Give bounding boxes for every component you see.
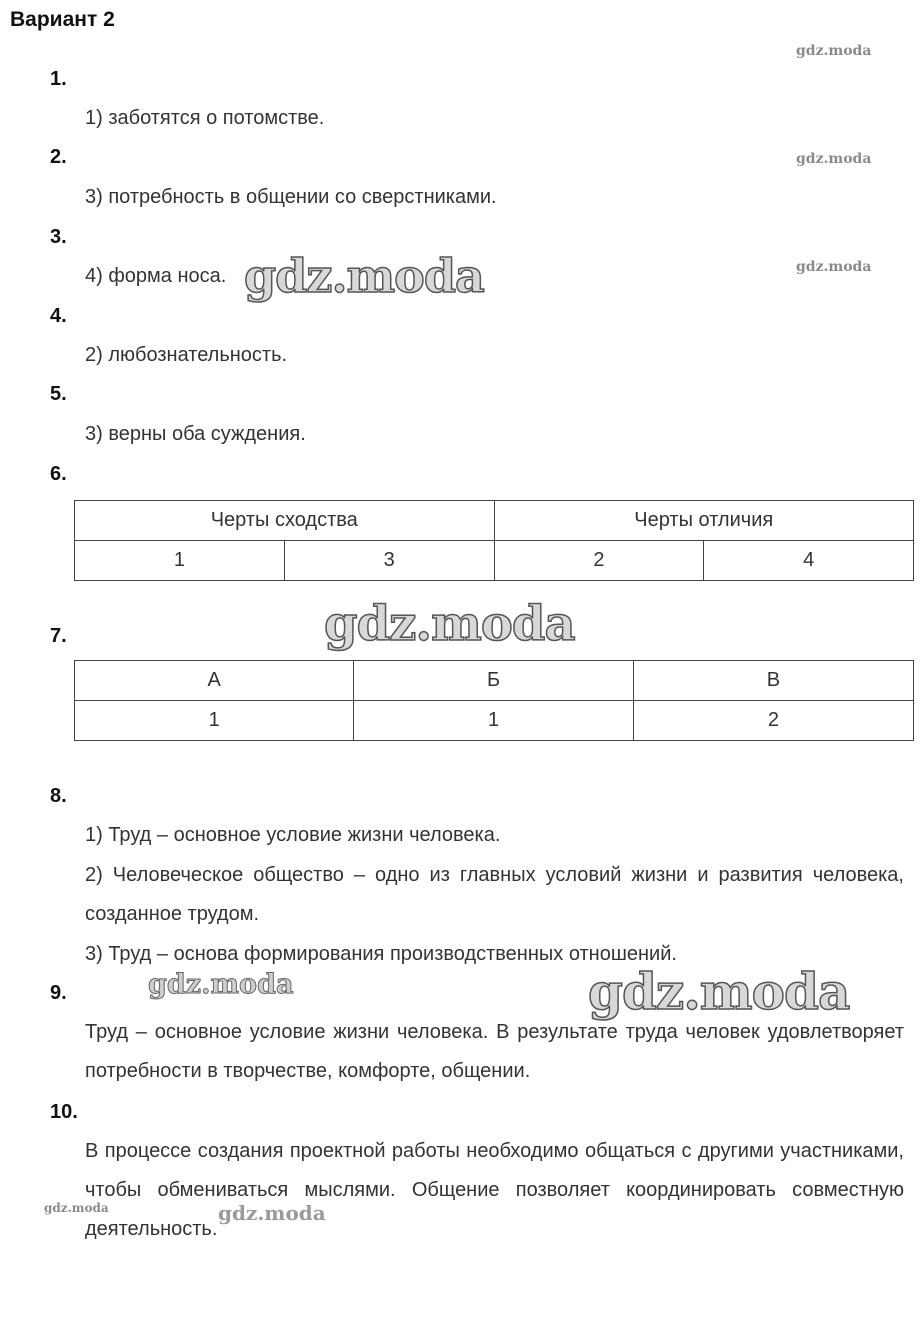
table-cell: 1 — [75, 701, 354, 741]
item-number: 1. — [50, 68, 67, 90]
table-cell: 4 — [704, 541, 914, 581]
table-cell: 1 — [354, 701, 633, 741]
watermark: gdz.moda — [796, 259, 872, 275]
table-cell: 2 — [494, 541, 704, 581]
item-answer: 3) Труд – основа формирования производственных отношений. — [85, 943, 677, 965]
table-cell: 1 — [75, 541, 285, 581]
table-cell: 2 — [633, 701, 913, 741]
table-6 — [74, 500, 914, 581]
answer-text: Труд – основное условие жизни человека. В результате труда человек удовлетворяет потребности в творчестве, комфорте, общении. — [85, 1021, 904, 1082]
table-header-cell: Черты отличия — [494, 501, 914, 541]
watermark: gdz.moda — [796, 151, 872, 167]
item-number: 3. — [50, 226, 67, 248]
watermark: gdz.moda — [796, 43, 872, 59]
watermark: gdz.moda — [148, 969, 294, 1000]
item-number: 10. — [50, 1101, 78, 1123]
item-number: 8. — [50, 785, 67, 807]
item-answer: 4) форма носа. — [85, 265, 227, 287]
item-number: 2. — [50, 146, 67, 168]
answer-text: В процессе создания проектной работы необходимо общаться с другими участниками, чтобы обмениваться мыслями. Общение позволяет координировать совместную деятельность. — [85, 1140, 904, 1240]
item-answer: 1) Труд – основное условие жизни человека. — [85, 824, 501, 846]
watermark: gdz.moda — [588, 962, 850, 1021]
item-number: 5. — [50, 383, 67, 405]
item-answer — [85, 1132, 904, 1249]
item-number: 9. — [50, 982, 67, 1004]
page-title: Вариант 2 — [10, 8, 115, 31]
item-answer: 1) заботятся о потомстве. — [85, 107, 325, 129]
table-header-cell: Черты сходства — [75, 501, 495, 541]
table-header-cell: Б — [354, 661, 633, 701]
item-number: 6. — [50, 463, 67, 485]
watermark: gdz.moda — [44, 1201, 109, 1215]
watermark: gdz.moda — [244, 249, 484, 303]
item-answer — [85, 856, 904, 934]
watermark: gdz.moda — [324, 596, 575, 652]
item-answer: 3) потребность в общении со сверстниками. — [85, 186, 497, 208]
watermark: gdz.moda — [218, 1201, 326, 1225]
table-header-cell: А — [75, 661, 354, 701]
item-answer — [85, 1013, 904, 1091]
item-number: 7. — [50, 625, 67, 647]
table-7 — [74, 660, 914, 741]
item-answer: 2) любознательность. — [85, 344, 288, 366]
answer-text: 2) Человеческое общество – одно из главных условий жизни и развития человека, созданное трудом. — [85, 864, 904, 925]
table-header-cell: В — [633, 661, 913, 701]
item-answer: 3) верны оба суждения. — [85, 423, 306, 445]
table-cell: 3 — [284, 541, 494, 581]
item-number: 4. — [50, 305, 67, 327]
